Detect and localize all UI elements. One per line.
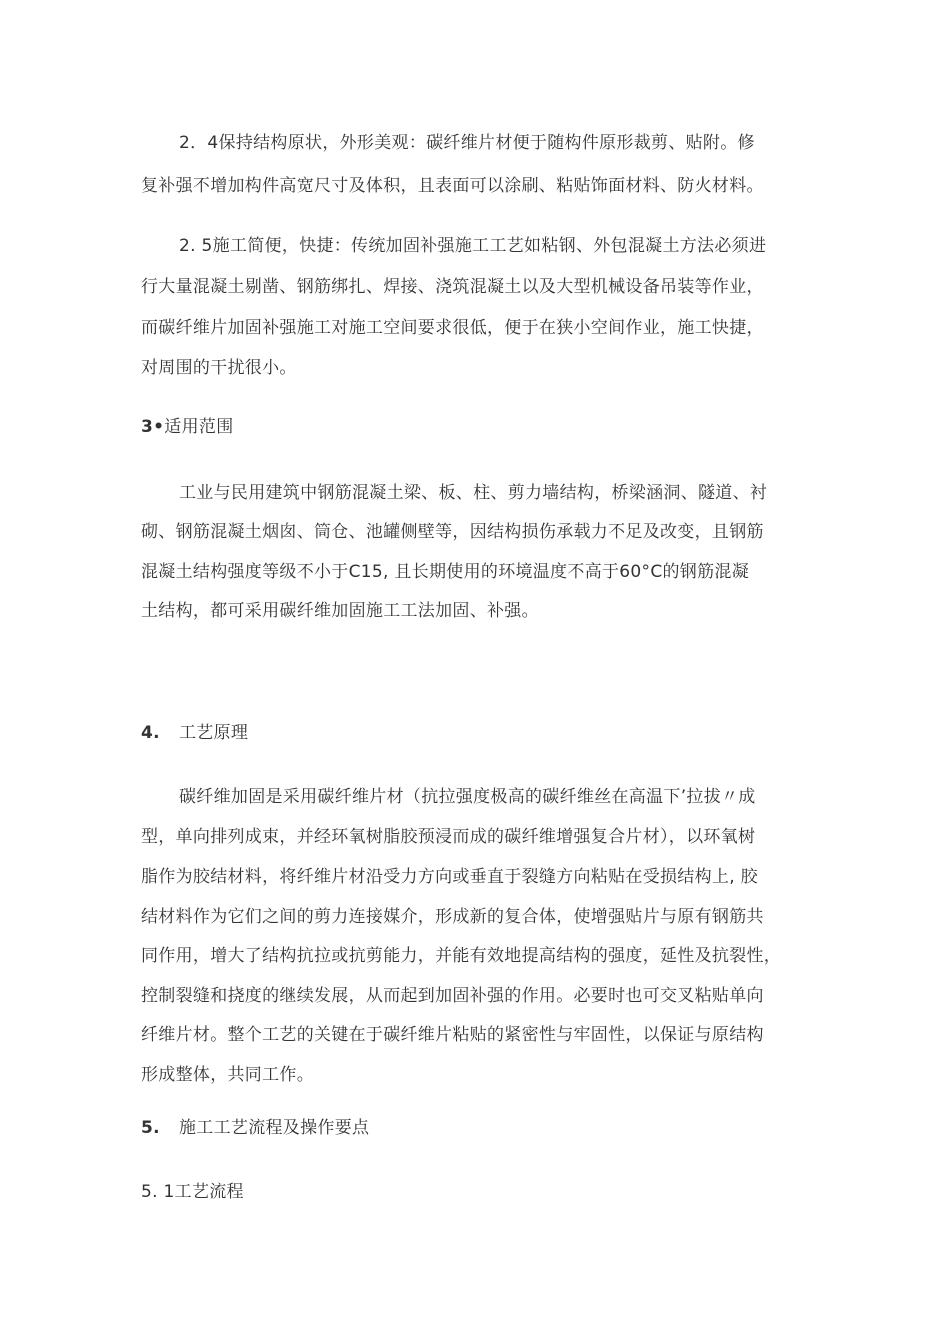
section-4-line-3: 脂作为胶结材料，将纤维片材沿受力方向或垂直于裂缝方向粘贴在受损结构上, 胶 [141, 867, 758, 887]
section-5-heading [141, 1116, 369, 1140]
section-5-1-heading: 5. 1工艺流程 [141, 1182, 244, 1202]
section-3-line-1: 工业与民用建筑中钢筋混凝土梁、板、柱、剪力墙结构，桥梁涵洞、隧道、衬 [179, 483, 768, 503]
section-3-line-4: 土结构，都可采用碳纤维加固施工工法加固、补强。 [141, 601, 539, 621]
section-4-line-2: 型，单向排列成束，并经环氧树脂胶预浸而成的碳纤维增强复合片材），以环氧树 [141, 827, 756, 847]
section-3-heading-number: 3• [141, 417, 165, 437]
section-2-5-line-2: 行大量混凝土剔凿、钢筋绑扎、焊接、浇筑混凝土以及大型机械设备吊装等作业， [141, 277, 764, 297]
section-4-line-7: 纤维片材。整个工艺的关键在于碳纤维片粘贴的紧密性与牢固性，以保证与原结构 [141, 1025, 764, 1045]
section-4-heading-number: 4. [141, 723, 160, 743]
section-4-heading [141, 721, 248, 745]
section-2-5-line-4: 对周围的干扰很小。 [141, 358, 297, 378]
section-3-heading [141, 415, 234, 439]
section-3-heading-text: 适用范围 [164, 417, 234, 437]
section-2-4-line-2: 复补强不增加构件高宽尺寸及体积，且表面可以涂刷、粘贴饰面材料、防火材料。 [141, 176, 764, 196]
section-5-heading-text: 施工工艺流程及操作要点 [179, 1118, 370, 1138]
section-4-heading-text: 工艺原理 [179, 723, 249, 743]
section-3-line-2: 砌、钢筋混凝土烟囱、筒仓、池罐侧壁等，因结构损伤承载力不足及改变，且钢筋 [141, 522, 764, 542]
section-4-line-4: 结材料作为它们之间的剪力连接媒介，形成新的复合体，使增强贴片与原有钢筋共 [141, 907, 764, 927]
section-4-line-8: 形成整体，共同工作。 [141, 1065, 314, 1085]
section-2-5-line-1: 2. 5施工简便，快捷：传统加固补强施工工艺如粘钢、外包混凝土方法必须进 [179, 236, 767, 256]
section-2-4-line-1: 2．4保持结构原状，外形美观：碳纤维片材便于随构件原形裁剪、贴附。修 [179, 133, 755, 153]
section-3-line-3: 混凝土结构强度等级不小于C15, 且长期使用的环境温度不高于60°C的钢筋混凝 [141, 562, 750, 582]
section-4-line-5: 同作用，增大了结构抗拉或抗剪能力，并能有效地提高结构的强度，延性及抗裂性， [141, 946, 782, 966]
section-4-line-6: 控制裂缝和挠度的继续发展，从而起到加固补强的作用。必要时也可交叉粘贴单向 [141, 986, 764, 1006]
section-5-heading-number: 5. [141, 1118, 160, 1138]
section-2-5-line-3: 而碳纤维片加固补强施工对施工空间要求很低，便于在狭小空间作业，施工快捷， [141, 318, 764, 338]
section-4-line-1: 碳纤维加固是采用碳纤维片材（抗拉强度极高的碳纤维丝在高温下’拉拔〃成 [179, 787, 756, 807]
